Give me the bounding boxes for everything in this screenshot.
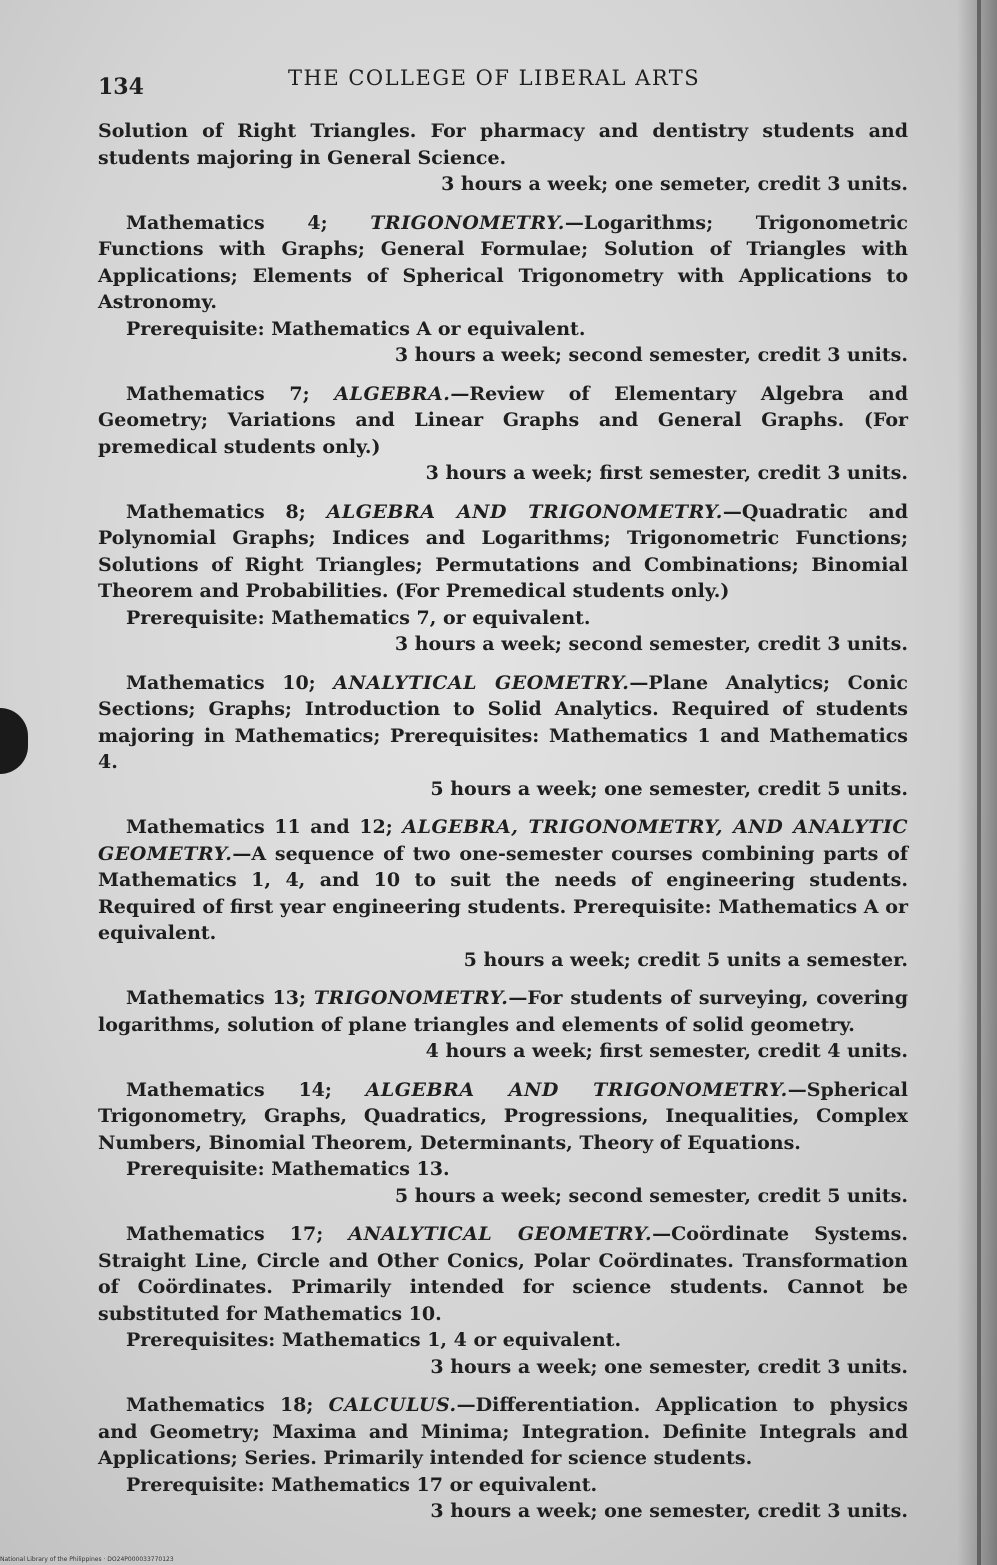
course-credit: 3 hours a week; second semester, credit 3 units. (394, 633, 908, 655)
course-credit: 3 hours a week; one semester, credit 3 units. (430, 1355, 908, 1378)
course-credit: 3 hours a week; first semester, credit 3 units. (425, 462, 908, 484)
course-title: ALGEBRA AND TRIGONOMETRY. (326, 500, 723, 523)
course-title: ANALYTICAL GEOMETRY. (348, 1223, 653, 1245)
course-credit: 3 hours a week; one semester, credit 3 units. (430, 1500, 908, 1522)
course-entry-math-8 (98, 499, 908, 658)
course-credit: 5 hours a week; one semester, credit 5 units. (430, 777, 908, 800)
running-head: THE COLLEGE OF LIBERAL ARTS (288, 66, 701, 90)
course-entry-math-18 (98, 1392, 908, 1525)
course-credit: 5 hours a week; credit 5 units a semester. (463, 948, 908, 971)
course-title: ALGEBRA AND TRIGONOMETRY. (365, 1078, 788, 1101)
spine-edge (977, 0, 981, 1565)
course-description: Mathematics 7; ALGEBRA.—Review of Elementary Algebra and Geometry; Variations and Linear Graphs and General Graphs. (For premedical students only.) (98, 382, 908, 458)
course-title: TRIGONOMETRY. (370, 211, 565, 234)
scan-source-footer: National Library of the Philippines · DO24P000033770123 (0, 1556, 174, 1563)
course-title: ALGEBRA. (334, 382, 451, 405)
course-prerequisite: Prerequisite: Mathematics 13. (126, 1158, 450, 1180)
course-number: Mathematics 14; (126, 1078, 366, 1101)
course-description: Mathematics 17; ANALYTICAL GEOMETRY.—Coördinate Systems. Straight Line, Circle and Other Conics, Polar Coördinates. Transformation of Coördinates. Primarily intended for science students. Cannot be substituted for Mathematics 10. (98, 1223, 908, 1325)
course-entry-math-7 (98, 381, 908, 487)
course-description: Mathematics 8; ALGEBRA AND TRIGONOMETRY.—Quadratic and Polynomial Graphs; Indices and Logarithms; Trigonometric Functions; Solutions of Right Triangles; Permutations and Combinations; Binomial Theorem and Probabilities. (For Premedical students only.) (98, 500, 908, 602)
course-title: TRIGONOMETRY. (313, 987, 509, 1009)
course-credit: 3 hours a week; one semeter, credit 3 units. (441, 173, 908, 195)
course-entry-continued (98, 118, 908, 198)
course-number: Mathematics 17; (126, 1223, 349, 1245)
page-header (98, 64, 908, 104)
course-credit: 5 hours a week; second semester, credit 5 units. (394, 1184, 908, 1207)
course-entry-math-14 (98, 1077, 908, 1210)
course-description: Mathematics 4; TRIGONOMETRY.—Logarithms; Trigonometric Functions with Graphs; General Formulae; Solution of Triangles with Applications; Elements of Spherical Trigonometry with Applications to Astronomy. (98, 211, 908, 313)
course-description: Mathematics 18; CALCULUS.—Differentiation. Application to physics and Geometry; Maxima and Minima; Integration. Definite Integrals and Applications; Series. Primarily intended for science students. (98, 1394, 908, 1469)
course-description: Mathematics 13; TRIGONOMETRY.—For students of surveying, covering logarithms, solution of plane triangles and elements of solid geometry. (98, 987, 908, 1036)
course-prerequisite: Prerequisite: Mathematics A or equivalent. (126, 317, 586, 340)
course-title: ANALYTICAL GEOMETRY. (333, 671, 630, 694)
course-entry-math-13 (98, 985, 908, 1065)
course-description: Mathematics 10; ANALYTICAL GEOMETRY.—Plane Analytics; Conic Sections; Graphs; Introduction to Solid Analytics. Required of students majoring in Mathematics; Prerequisites: Mathematics 1 and Mathematics 4. (98, 671, 908, 773)
course-number: Mathematics 4; (126, 211, 371, 234)
course-description: Mathematics 11 and 12; ALGEBRA, TRIGONOMETRY, AND ANALYTIC GEOMETRY.—A sequence of two one-semester courses combining parts of Mathematics 1, 4, and 10 to suit the needs of engineering students. Required of first year engineering students. Prerequisite: Mathematics A or equivalent. (98, 816, 908, 944)
course-list (98, 118, 908, 1525)
course-credit: 3 hours a week; second semester, credit 3 units. (394, 344, 908, 366)
course-entry-math-17 (98, 1221, 908, 1380)
course-title: ALGEBRA, TRIGONOMETRY, AND ANALYTIC GEOMETRY. (98, 816, 908, 865)
course-description: Mathematics 14; ALGEBRA AND TRIGONOMETRY.—Spherical Trigonometry, Graphs, Quadratics, Progressions, Inequalities, Complex Numbers, Binomial Theorem, Determinants, Theory of Equations. (98, 1078, 908, 1154)
course-number: Mathematics 7; (126, 382, 335, 405)
course-number: Mathematics 10; (126, 671, 334, 694)
course-number: Mathematics 8; (126, 500, 327, 523)
course-credit: 4 hours a week; first semester, credit 4 units. (425, 1040, 908, 1062)
course-title: CALCULUS. (328, 1394, 457, 1416)
ink-blot (0, 708, 28, 774)
course-description: Solution of Right Triangles. For pharmacy and dentistry students and students majoring in General Science. (98, 120, 908, 169)
course-prerequisite: Prerequisite: Mathematics 7, or equivalent. (126, 606, 591, 629)
course-entry-math-10 (98, 670, 908, 803)
course-entry-math-4 (98, 210, 908, 369)
course-number: Mathematics 13; (126, 987, 314, 1009)
course-number: Mathematics 18; (126, 1394, 329, 1416)
course-prerequisite: Prerequisites: Mathematics 1, 4 or equivalent. (126, 1329, 622, 1351)
page-number: 134 (98, 74, 144, 100)
course-number: Mathematics 11 and 12; (126, 816, 403, 838)
course-entry-math-11-12 (98, 814, 908, 973)
course-prerequisite: Prerequisite: Mathematics 17 or equivalent. (126, 1473, 598, 1496)
